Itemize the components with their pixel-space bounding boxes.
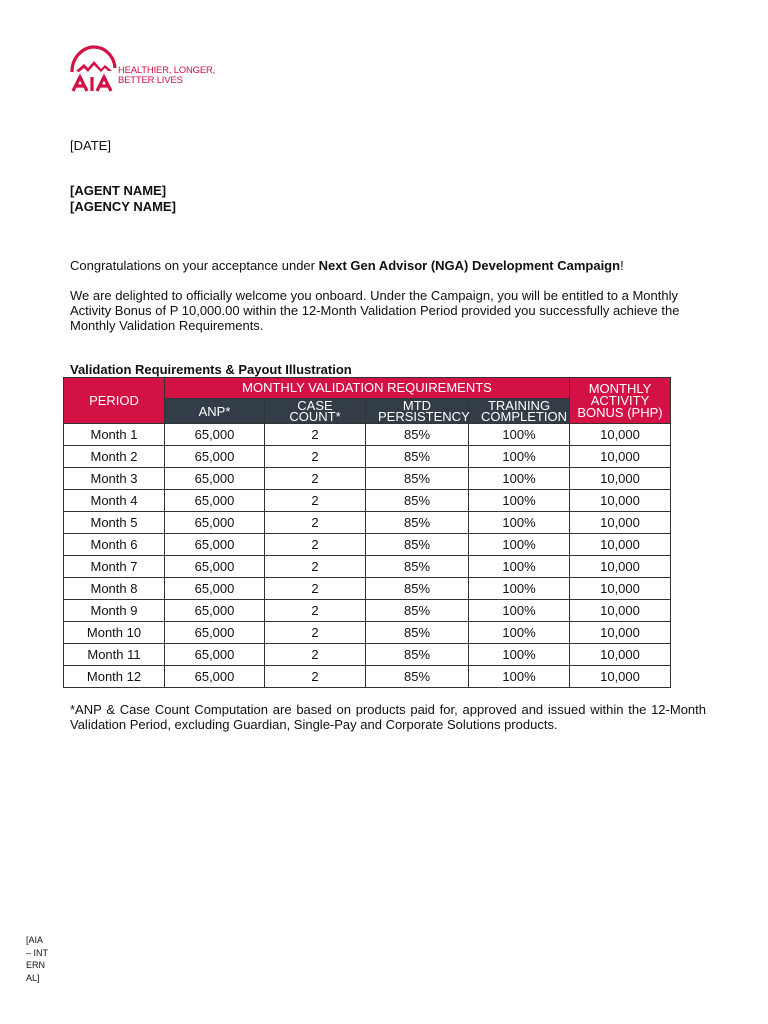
cell-anp: 65,000 [165,468,265,490]
cell-period: Month 9 [64,600,165,622]
congrats-prefix: Congratulations on your acceptance under [70,258,319,273]
cell-bonus: 10,000 [570,556,671,578]
cell-mtd: 85% [366,600,469,622]
agent-name: [AGENT NAME] [70,183,167,198]
cell-training: 100% [469,490,570,512]
table-row [64,600,671,622]
table-title: Validation Requirements & Payout Illustration [70,362,352,377]
table-row [64,666,671,688]
cell-period: Month 4 [64,490,165,512]
cell-mtd: 85% [366,578,469,600]
cell-period: Month 12 [64,666,165,688]
table-row [64,622,671,644]
cell-mtd: 85% [366,490,469,512]
cell-anp: 65,000 [165,666,265,688]
date-placeholder: [DATE] [70,138,111,153]
cell-training: 100% [469,534,570,556]
cell-case: 2 [265,644,366,666]
cell-training: 100% [469,622,570,644]
table-row [64,424,671,446]
cell-anp: 65,000 [165,622,265,644]
table-row [64,490,671,512]
cell-training: 100% [469,424,570,446]
cell-anp: 65,000 [165,512,265,534]
cell-bonus: 10,000 [570,512,671,534]
cell-case: 2 [265,490,366,512]
cell-case: 2 [265,534,366,556]
cell-bonus: 10,000 [570,534,671,556]
cell-bonus: 10,000 [570,424,671,446]
cell-bonus: 10,000 [570,490,671,512]
cell-period: Month 8 [64,578,165,600]
campaign-name: Next Gen Advisor (NGA) Development Campaign [318,258,621,273]
welcome-paragraph: We are delighted to officially welcome you onboard. Under the Campaign, you will be entitled to a Monthly Activity Bonus of P 10,000.00 within the 12-Month Validation Period provided you successfully achieve the Monthly Validation Requirements. [70,288,680,333]
table-row [64,446,671,468]
cell-mtd: 85% [366,556,469,578]
cell-training: 100% [469,578,570,600]
footnote: *ANP & Case Count Computation are based on products paid for, approved and issued within the 12-Month Validation Period, excluding Guardian, Single-Pay and Corporate Solutions products. [70,702,706,732]
cell-mtd: 85% [366,468,469,490]
header-case-count: CASE COUNT* [265,399,366,424]
validation-table [63,377,671,688]
cell-period: Month 6 [64,534,165,556]
cell-bonus: 10,000 [570,622,671,644]
cell-training: 100% [469,556,570,578]
cell-anp: 65,000 [165,600,265,622]
cell-bonus: 10,000 [570,446,671,468]
cell-case: 2 [265,424,366,446]
cell-training: 100% [469,644,570,666]
cell-training: 100% [469,512,570,534]
table-row [64,534,671,556]
cell-anp: 65,000 [165,490,265,512]
cell-bonus: 10,000 [570,644,671,666]
cell-mtd: 85% [366,424,469,446]
cell-anp: 65,000 [165,424,265,446]
cell-period: Month 11 [64,644,165,666]
aia-logo [68,44,216,94]
cell-bonus: 10,000 [570,600,671,622]
cell-mtd: 85% [366,446,469,468]
cell-case: 2 [265,578,366,600]
table-header-row [64,378,671,399]
cell-case: 2 [265,512,366,534]
cell-bonus: 10,000 [570,666,671,688]
table-row [64,512,671,534]
header-mtd-persistency: MTD PERSISTENCY [366,399,469,424]
cell-case: 2 [265,446,366,468]
cell-anp: 65,000 [165,446,265,468]
cell-case: 2 [265,468,366,490]
cell-mtd: 85% [366,666,469,688]
cell-case: 2 [265,666,366,688]
cell-period: Month 7 [64,556,165,578]
header-anp: ANP* [165,399,265,424]
cell-mtd: 85% [366,534,469,556]
table-row [64,644,671,666]
cell-case: 2 [265,622,366,644]
cell-anp: 65,000 [165,578,265,600]
aia-logo-mark [68,44,120,94]
cell-mtd: 85% [366,512,469,534]
cell-period: Month 3 [64,468,165,490]
cell-period: Month 2 [64,446,165,468]
congratulations-line [70,258,624,273]
cell-training: 100% [469,666,570,688]
cell-period: Month 5 [64,512,165,534]
logo-tagline-line2: BETTER LIVES [118,75,183,86]
table-row [64,556,671,578]
congrats-suffix: ! [620,258,624,273]
logo-tagline-line1: HEALTHIER, LONGER, [118,65,216,76]
cell-case: 2 [265,600,366,622]
cell-anp: 65,000 [165,556,265,578]
cell-anp: 65,000 [165,644,265,666]
table-row [64,578,671,600]
header-monthly-validation: MONTHLY VALIDATION REQUIREMENTS [165,378,570,399]
cell-anp: 65,000 [165,534,265,556]
cell-training: 100% [469,446,570,468]
cell-bonus: 10,000 [570,468,671,490]
classification-label: [AIA – INTERNAL] [26,935,49,983]
header-period: PERIOD [64,378,165,424]
cell-mtd: 85% [366,644,469,666]
cell-training: 100% [469,468,570,490]
cell-case: 2 [265,556,366,578]
header-training-completion: TRAINING COMPLETION [469,399,570,424]
table-row [64,468,671,490]
logo-tagline [118,66,215,86]
cell-training: 100% [469,600,570,622]
cell-period: Month 10 [64,622,165,644]
cell-mtd: 85% [366,622,469,644]
agency-name: [AGENCY NAME] [70,199,176,214]
header-monthly-bonus: MONTHLY ACTIVITY BONUS (PHP) [570,378,671,424]
cell-bonus: 10,000 [570,578,671,600]
cell-period: Month 1 [64,424,165,446]
